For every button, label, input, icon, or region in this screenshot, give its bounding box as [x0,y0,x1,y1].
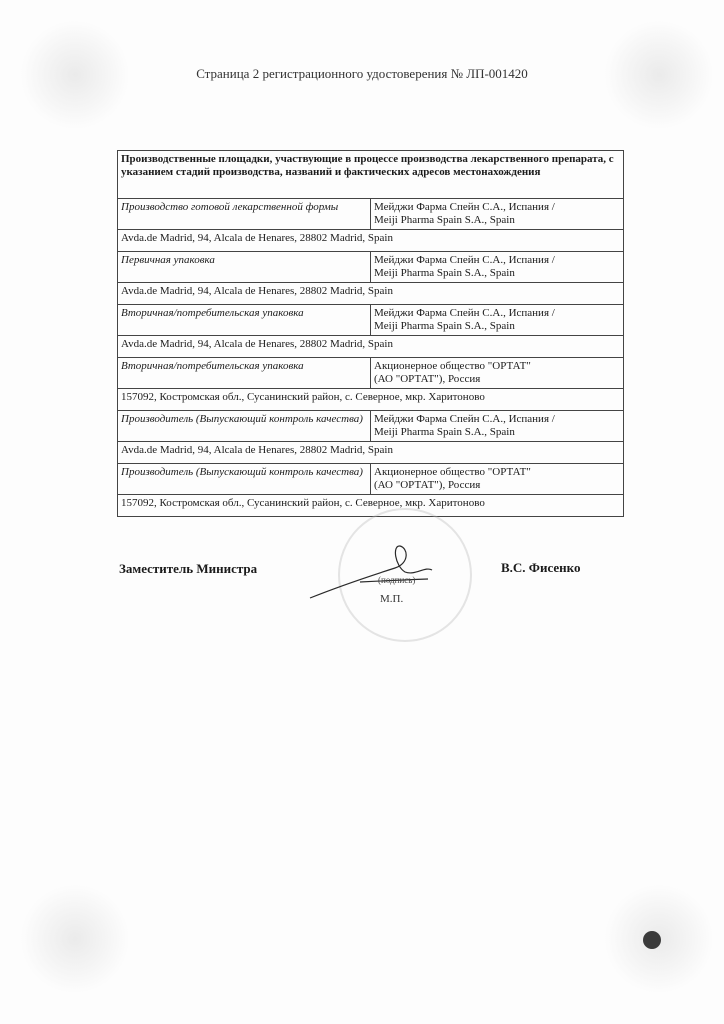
address-cell: Avda.de Madrid, 94, Alcala de Henares, 28802 Madrid, Spain [118,283,624,305]
company-line: Meiji Pharma Spain S.A., Spain [374,320,515,332]
table-row [118,336,624,358]
table-row [118,252,624,283]
company-line: Мейджи Фарма Спейн С.А., Испания / [374,413,555,425]
company-line: (АО "ОРТАТ"), Россия [374,479,481,491]
company-line: (АО "ОРТАТ"), Россия [374,373,481,385]
stage-cell: Вторичная/потребительская упаковка [118,358,371,389]
production-sites-table [117,150,624,517]
company-line: Meiji Pharma Spain S.A., Spain [374,267,515,279]
table-row [118,230,624,252]
stage-cell: Производитель (Выпускающий контроль качества) [118,411,371,442]
signature-caption: (подпись) [378,575,416,585]
table-row [118,495,624,517]
table-row [118,442,624,464]
table-row [118,199,624,230]
table-header-row [118,151,624,199]
address-cell: 157092, Костромская обл., Сусанинский район, с. Северное, мкр. Харитоново [118,495,624,517]
handwritten-signature [300,536,440,606]
company-cell [371,464,624,495]
company-line: Meiji Pharma Spain S.A., Spain [374,214,515,226]
address-cell: Avda.de Madrid, 94, Alcala de Henares, 28802 Madrid, Spain [118,230,624,252]
table-heading: Производственные площадки, участвующие в процессе производства лекарственного препарата, с указанием стадий производства, названий и фактических адресов местонахождения [118,151,624,199]
corner-ornament [20,884,130,994]
company-line: Мейджи Фарма Спейн С.А., Испания / [374,201,555,213]
company-line: Мейджи Фарма Спейн С.А., Испания / [374,254,555,266]
stage-cell: Производитель (Выпускающий контроль качества) [118,464,371,495]
table-row [118,283,624,305]
company-line: Акционерное общество "ОРТАТ" [374,360,531,372]
company-cell [371,252,624,283]
company-line: Мейджи Фарма Спейн С.А., Испания / [374,307,555,319]
company-cell [371,199,624,230]
stage-cell: Вторичная/потребительская упаковка [118,305,371,336]
stage-cell: Производство готовой лекарственной формы [118,199,371,230]
address-cell: 157092, Костромская обл., Сусанинский район, с. Северное, мкр. Харитоново [118,389,624,411]
page-header: Страница 2 регистрационного удостоверения № ЛП-001420 [196,66,528,81]
table-row [118,464,624,495]
stamp-label: М.П. [380,593,404,605]
company-cell [371,411,624,442]
signatory-position: Заместитель Министра [119,561,258,576]
company-cell [371,305,624,336]
table-row [118,305,624,336]
stage-cell: Первичная упаковка [118,252,371,283]
company-line: Meiji Pharma Spain S.A., Spain [374,426,515,438]
company-line: Акционерное общество "ОРТАТ" [374,466,531,478]
signatory-name: В.С. Фисенко [501,560,581,575]
table-row [118,411,624,442]
company-cell [371,358,624,389]
hole-punch-mark [643,931,661,949]
table-row [118,358,624,389]
address-cell: Avda.de Madrid, 94, Alcala de Henares, 28802 Madrid, Spain [118,336,624,358]
table-row [118,389,624,411]
address-cell: Avda.de Madrid, 94, Alcala de Henares, 28802 Madrid, Spain [118,442,624,464]
